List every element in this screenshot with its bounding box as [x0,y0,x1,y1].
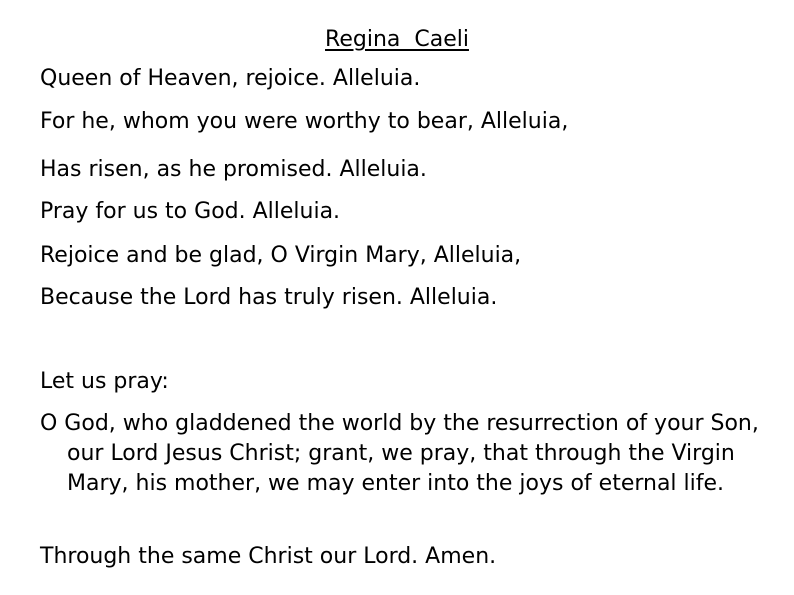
verse-line-2: For he, whom you were worthy to bear, Alleluia, [40,109,569,134]
verse-line-4: Pray for us to God. Alleluia. [40,199,341,224]
title-text: Regina Caeli [325,27,469,52]
let-us-pray-heading: Let us pray: [40,369,169,394]
closing-line: Through the same Christ our Lord. Amen. [40,544,497,569]
verse-line-3: Has risen, as he promised. Alleluia. [40,157,427,182]
prayer-paragraph: O God, who gladdened the world by the resurrection of your Son, our Lord Jesus Christ; grant, we pray, that through the Virgin Mary, his mother, we may enter into the joys of eternal life. [40,411,759,496]
verse-line-5: Rejoice and be glad, O Virgin Mary, Alleluia, [40,243,522,268]
verse-line-6: Because the Lord has truly risen. Alleluia. [40,285,498,310]
page-title [0,24,794,56]
verse-line-1: Queen of Heaven, rejoice. Alleluia. [40,66,421,91]
